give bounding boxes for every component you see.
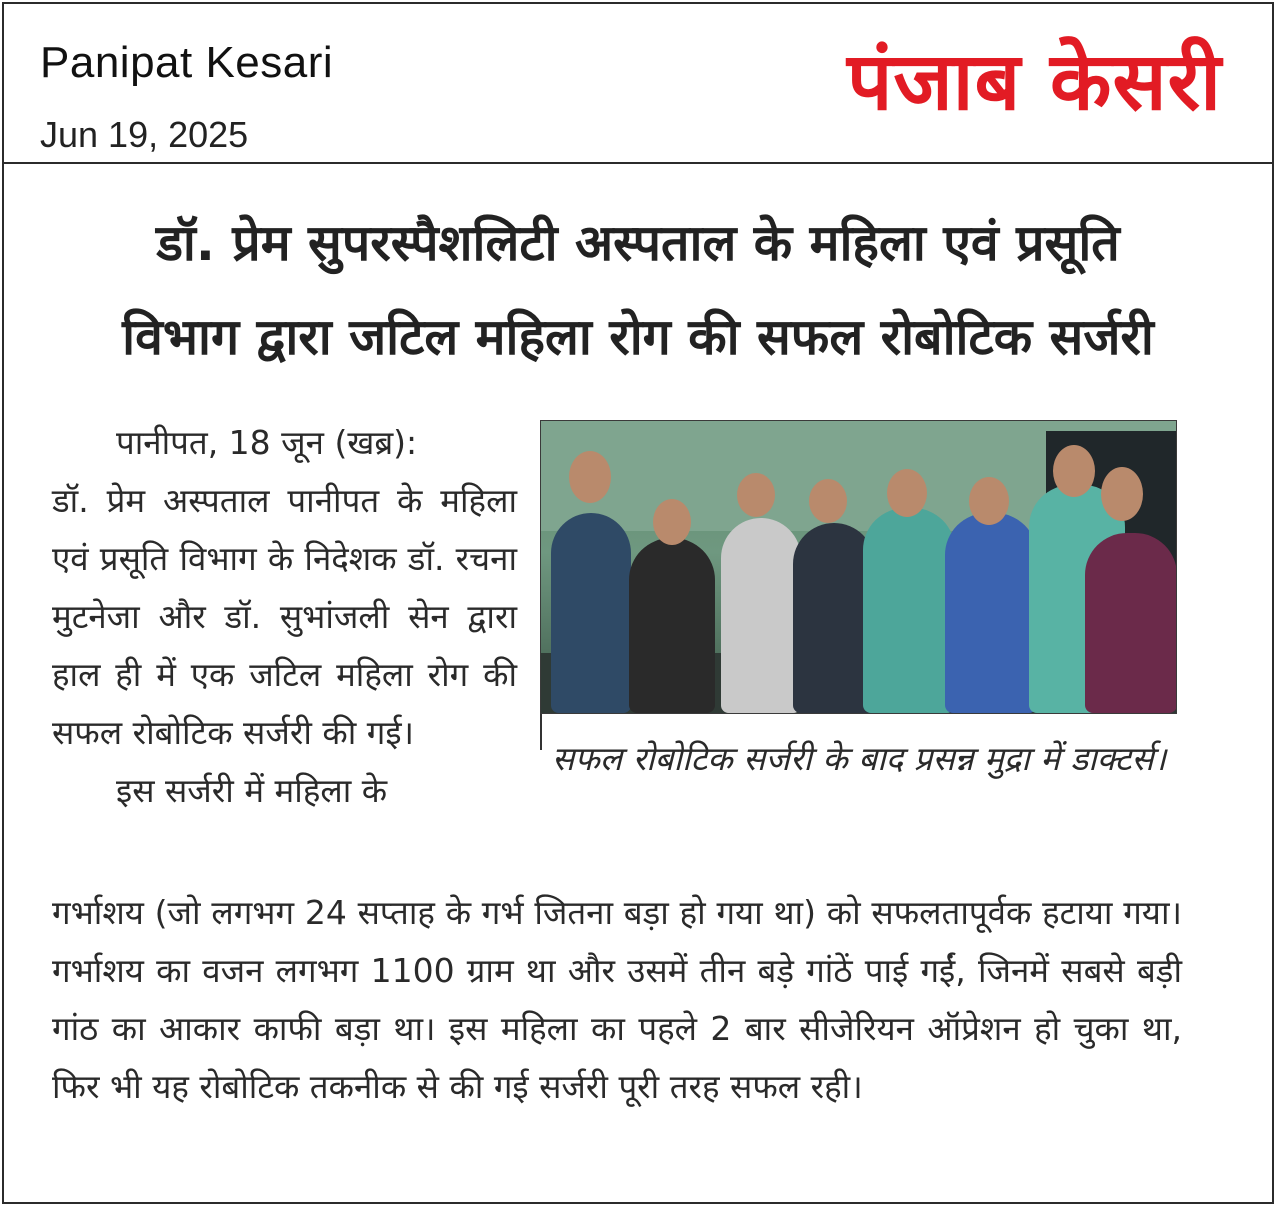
article-headline: [40, 196, 1236, 384]
newspaper-masthead-logo: पंजाब केसरी: [846, 35, 1222, 128]
article-column-left: [52, 414, 517, 820]
headline-line-2: विभाग द्वारा जटिल महिला रोग की सफल रोबोटिक सर्जरी: [122, 308, 1154, 366]
article-dateline: पानीपत, 18 जून (खब्र):: [116, 423, 418, 462]
publication-name: Panipat Kesari: [40, 38, 334, 87]
headline-line-1: डॉ. प्रेम सुपरस्पैशलिटी अस्पताल के महिला एवं प्रसूति: [156, 214, 1120, 272]
person-figure: [1085, 533, 1177, 713]
article-paragraph-2-start: इस सर्जरी में महिला के: [116, 771, 388, 810]
person-figure: [551, 513, 631, 713]
publication-date: Jun 19, 2025: [40, 114, 249, 155]
article-paragraph-2-rest: गर्भाशय (जो लगभग 24 सप्ताह के गर्भ जितना बड़ा हो गया था) को सफलतापूर्वक हटाया गया। गर्भाशय का वजन लगभग 1100 ग्राम था और उसमें तीन बड़े गांठें पाई गईं, जिनमें सबसे बड़ी गांठ का आकार काफी बड़ा था। इस महिला का पहले 2 बार सीजेरियन ऑप्रेशन हो चुका था, फिर भी यह रोबोटिक तकनीक से की गई सर्जरी पूरी तरह सफल रही।: [52, 893, 1182, 1106]
person-figure: [721, 518, 801, 713]
doctors-group-photo: [540, 420, 1177, 714]
person-figure: [945, 513, 1037, 713]
caption-rule: [540, 714, 542, 750]
article-paragraph-1: डॉ. प्रेम अस्पताल पानीपत के महिला एवं प्रसूति विभाग के निदेशक डॉ. रचना मुटनेजा और डॉ. सुभांजली सेन द्वारा हाल ही में एक जटिल महिला रोग की सफल रोबोटिक सर्जरी की गई।: [52, 481, 517, 752]
person-figure: [629, 538, 715, 713]
photo-caption: सफल रोबोटिक सर्जरी के बाद प्रसन्न मुद्रा में डाक्टर्स।: [552, 739, 1167, 778]
person-figure: [863, 508, 955, 713]
clipping-header: [2, 2, 1274, 164]
article-body-continued: [52, 884, 1182, 1116]
